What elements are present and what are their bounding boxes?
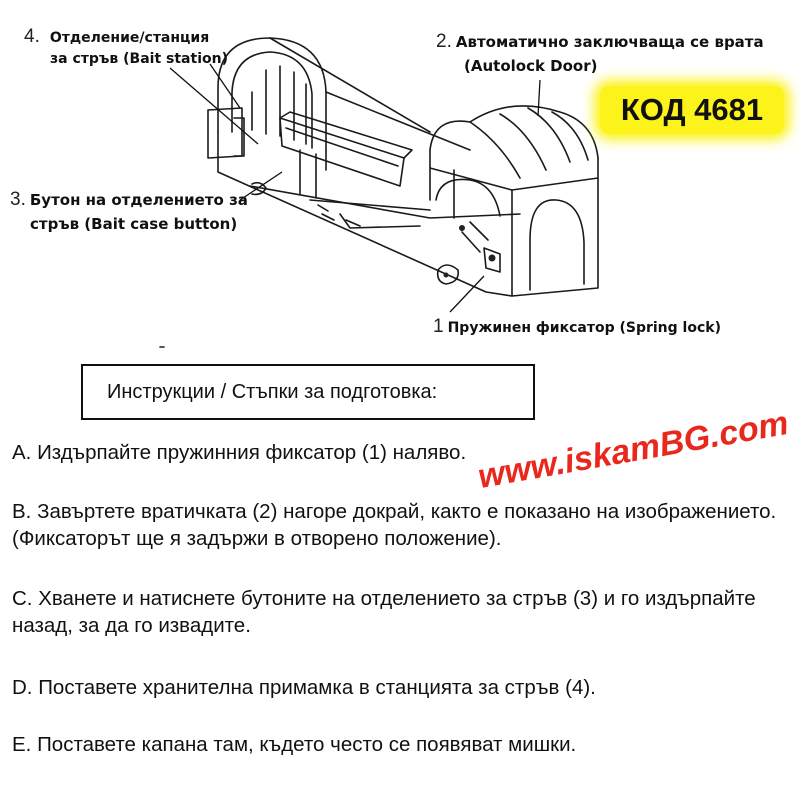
instruction-step: В. Завъртете вратичката (2) нагоре докрай, както е показано на изображението. (Фиксаторът ще я задържи в отворено положение). (12, 500, 777, 550)
website-watermark: www.iskamBG.com (475, 404, 792, 497)
label-text: Отделение/станция (49, 30, 210, 46)
label-text: Пружинен фиксатор (Spring lock) (447, 320, 721, 336)
instruction-step: Е. Поставете капана там, където често се появяват мишки. (12, 733, 577, 756)
instruction-step: А. Издърпайте пружинния фиксатор (1) наляво. (12, 441, 467, 464)
label-text: Бутон на отделението за (29, 191, 248, 209)
instruction-step: D. Поставете хранителна примамка в станцията за стръв (4). (12, 676, 596, 699)
label-bait-station (24, 26, 228, 70)
label-text: за стръв (Bait station) (50, 51, 228, 67)
label-text: стръв (Bait case button) (30, 215, 238, 233)
label-autolock-door (436, 30, 764, 78)
label-bait-case-button (10, 188, 248, 236)
label-number: 3. (10, 189, 26, 210)
instruction-step: С. Хванете и натиснете бутоните на отделението за стръв (3) и го издърпайте назад, за да го извадите. (12, 587, 756, 637)
label-number: 1 (433, 316, 444, 337)
label-text: Автоматично заключваща се врата (455, 33, 764, 51)
label-number: 2. (436, 31, 452, 52)
label-number: 4. (24, 26, 40, 47)
label-text: (Autolock Door) (464, 57, 598, 75)
label-spring-lock (433, 316, 721, 339)
product-code-badge: КОД 4681 (600, 86, 784, 134)
instructions-heading: Инструкции / Стъпки за подготовка: (81, 364, 535, 420)
